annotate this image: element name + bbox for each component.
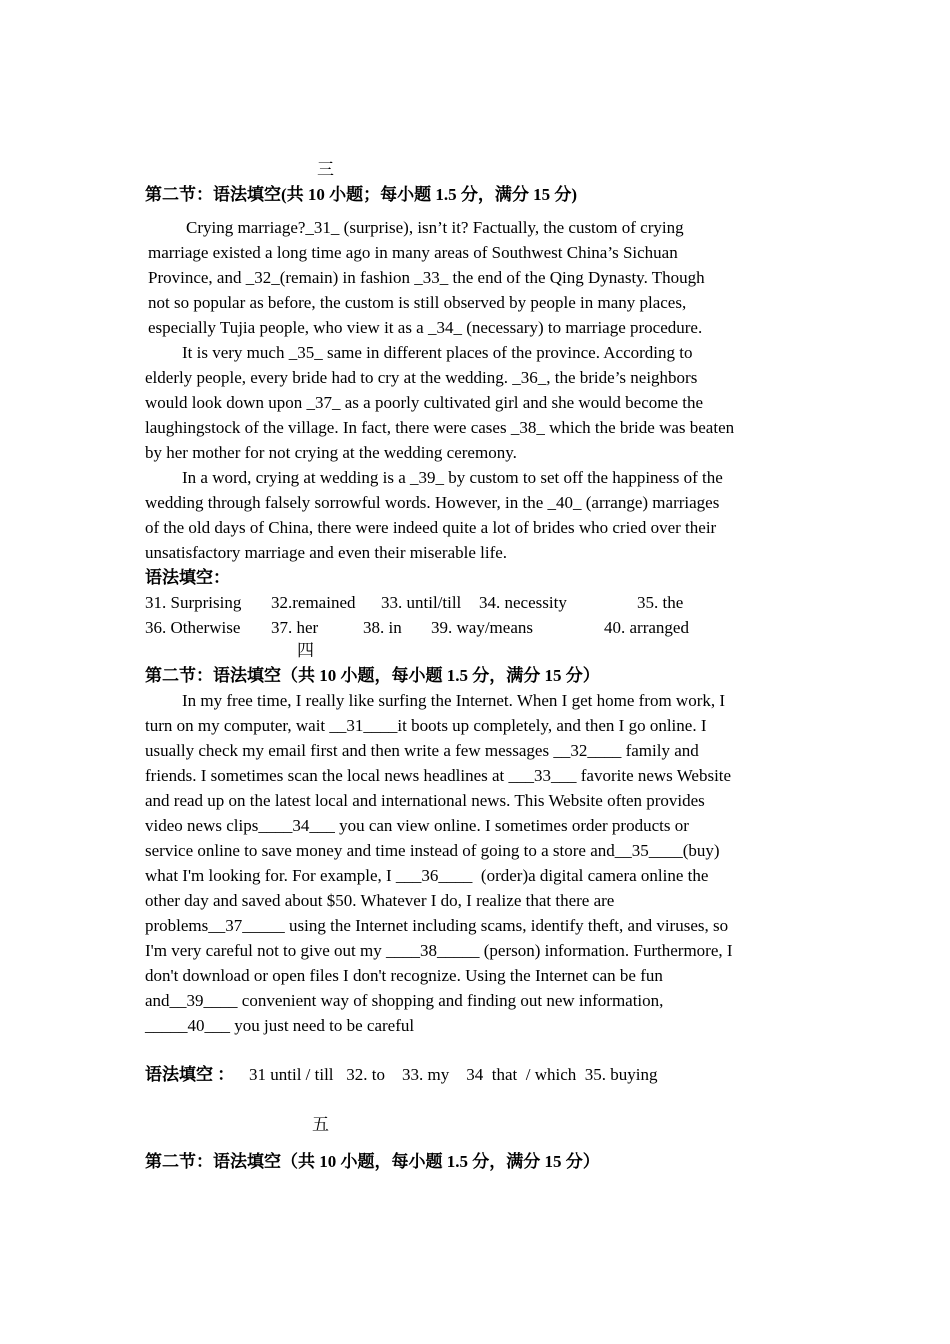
answer-item: 37. her bbox=[271, 618, 319, 637]
para-line: marriage existed a long time ago in many areas of Southwest China’s Sichuan bbox=[148, 243, 678, 262]
para-line: wedding through falsely sorrowful words. However, in the _40_ (arrange) marriages bbox=[145, 493, 720, 512]
para-line: would look down upon _37_ as a poorly cultivated girl and she would become the bbox=[145, 393, 704, 412]
answer-item: 32.remained bbox=[271, 593, 356, 612]
para-line: In a word, crying at wedding is a _39_ by custom to set off the happiness of the bbox=[182, 468, 723, 487]
para-line: of the old days of China, there were indeed quite a lot of brides who cried over their bbox=[145, 518, 717, 537]
para-line: friends. I sometimes scan the local news headlines at ___33___ favorite news Website bbox=[145, 766, 732, 785]
answers-label-3: 语法填空： bbox=[145, 568, 230, 587]
section-marker-3: 三 bbox=[317, 160, 334, 179]
section-heading-5: 第二节：语法填空（共 10 小题，每小题 1.5 分，满分 15 分） bbox=[145, 1152, 600, 1171]
para-line: It is very much _35_ same in different places of the province. According to bbox=[182, 343, 693, 362]
para-line: _____40___ you just need to be careful bbox=[145, 1016, 415, 1035]
para-line: not so popular as before, the custom is still observed by people in many places, bbox=[148, 293, 687, 312]
answer-item: 34. necessity bbox=[479, 593, 567, 612]
para-line: by her mother for not crying at the wedding ceremony. bbox=[145, 443, 517, 462]
para-line: service online to save money and time instead of going to a store and__35____(buy) bbox=[145, 841, 720, 860]
para-line: what I'm looking for. For example, I ___36____ (order)a digital camera online the bbox=[145, 866, 709, 885]
para-line: especially Tujia people, who view it as a _34_ (necessary) to marriage procedure. bbox=[148, 318, 703, 337]
para-line: Crying marriage?_31_ (surprise), isn’t it? Factually, the custom of crying bbox=[186, 218, 684, 237]
answers-text-4: 31 until / till 32. to 33. my 34 that / which 35. buying bbox=[249, 1065, 658, 1084]
para-line: and__39____ convenient way of shopping and finding out new information, bbox=[145, 991, 664, 1010]
para-line: don't download or open files I don't recognize. Using the Internet can be fun bbox=[145, 966, 663, 985]
section-heading-4: 第二节：语法填空（共 10 小题，每小题 1.5 分，满分 15 分） bbox=[145, 666, 600, 685]
para-line: elderly people, every bride had to cry at the wedding. _36_, the bride’s neighbors bbox=[145, 368, 698, 387]
para-line: I'm very careful not to give out my ____38_____ (person) information. Furthermore, I bbox=[145, 941, 733, 960]
para-line: other day and saved about $50. Whatever I do, I realize that there are bbox=[145, 891, 615, 910]
para-line: Province, and _32_(remain) in fashion _33_ the end of the Qing Dynasty. Though bbox=[148, 268, 705, 287]
answer-item: 38. in bbox=[363, 618, 402, 637]
answer-item: 39. way/means bbox=[431, 618, 533, 637]
answer-item: 33. until/till bbox=[381, 593, 462, 612]
answer-item: 40. arranged bbox=[604, 618, 689, 637]
para-line: problems__37_____ using the Internet including scams, identify theft, and viruses, so bbox=[145, 916, 729, 935]
para-line: laughingstock of the village. In fact, there were cases _38_ which the bride was beaten bbox=[145, 418, 735, 437]
section-heading-3: 第二节：语法填空(共 10 小题；每小题 1.5 分，满分 15 分) bbox=[145, 185, 578, 204]
para-line: turn on my computer, wait __31____it boots up completely, and then I go online. I bbox=[145, 716, 707, 735]
para-line: and read up on the latest local and international news. This Website often provides bbox=[145, 791, 705, 810]
answers-label-4: 语法填空 ： bbox=[145, 1065, 235, 1084]
section-marker-4: 四 bbox=[297, 641, 314, 660]
para-line: usually check my email first and then write a few messages __32____ family and bbox=[145, 741, 699, 760]
answer-item: 31. Surprising bbox=[145, 593, 242, 612]
answer-item: 35. the bbox=[637, 593, 684, 612]
para-line: In my free time, I really like surfing the Internet. When I get home from work, I bbox=[182, 691, 726, 710]
para-line: video news clips____34___ you can view online. I sometimes order products or bbox=[145, 816, 689, 835]
answer-item: 36. Otherwise bbox=[145, 618, 241, 637]
para-line: unsatisfactory marriage and even their miserable life. bbox=[145, 543, 508, 562]
section-marker-5: 五 bbox=[312, 1115, 329, 1134]
